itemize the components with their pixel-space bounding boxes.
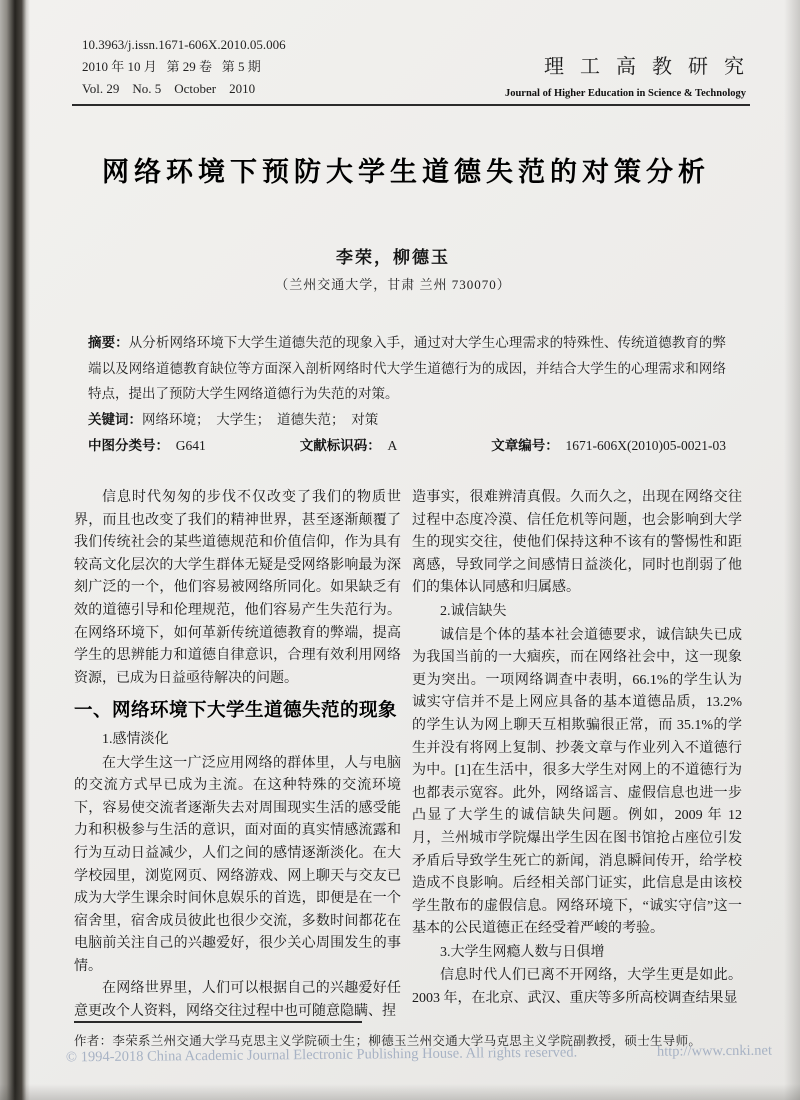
keywords-line (88, 407, 726, 433)
sub-heading-1: 1.感情淡化 (102, 731, 169, 747)
abstract-label: 摘要： (88, 335, 129, 350)
paragraph-addiction: 信息时代人们已离不开网络，大学生更是如此。2003 年，在北京、武汉、重庆等多所高校调查结果显 (412, 968, 742, 1007)
abstract-paragraph (88, 330, 726, 407)
footnote-divider (74, 1021, 362, 1023)
clc-pair (88, 433, 206, 459)
abstract-text: 从分析网络环境下大学生道德失范的现象入手，通过对大学生心理需求的特殊性、传统道德教育的弊端以及网络道德教育缺位等方面深入剖析网络时代大学生道德行为的成因，并结合大学生的心理需求和网络特点，提出了预防大学生网络道德行为失范的对策。 (88, 335, 727, 401)
authors: 李荣，柳德玉 (336, 248, 450, 267)
watermark-copyright: © 1994-2018 China Academic Journal Electronic Publishing House. All rights reserved. (65, 1044, 578, 1066)
doc-code-label: 文献标识码： (299, 438, 374, 453)
author-footnote: 作者：李荣系兰州交通大学马克思主义学院硕士生；柳德玉兰州交通大学马克思主义学院副教授，硕士生导师。 (74, 1034, 702, 1048)
doc-code-value: A (387, 438, 398, 453)
keywords-label: 关键词： (88, 411, 142, 427)
classification-line (88, 433, 726, 459)
issue-line-en: Vol. 29 No. 5 October 2010 (82, 81, 256, 96)
keywords-text: 网络环境； 大学生； 道德失范； 对策 (142, 411, 379, 427)
clc-value: G641 (175, 438, 206, 453)
journal-name-en: Journal of Higher Education in Science & Technology (504, 88, 746, 99)
scan-edge-bottom (0, 1084, 800, 1100)
sub-heading-2: 2.诚信缺失 (440, 603, 507, 619)
affiliation: （兰州交通大学，甘肃 兰州 730070） (275, 277, 511, 292)
paragraph-integrity: 诚信是个体的基本社会道德要求，诚信缺失已成为我国当前的一大痼疾，而在网络社会中，这一现象更为突出。一项网络调查中表明，66.1%的学生认为诚实守信并不是上网应具备的基本道德品质，13.2%的学生认为网上聊天互相欺骗很正常，而 35.1%的学生并没有将网上复制、抄袭文章与作业列入不道德行为中。[1]在生活中，很多大学生对网上的不道德行为也都表示宽容。此外，网络谣言、虚假信息也进一步凸显了大学生的诚信缺失问题。例如，2009 年 12 月，兰州城市学院爆出学生因在图书馆抢占座位引发矛盾后导致学生死亡的新闻，消息瞬间传开，给学校造成不良影响。后经相关部门证实，此信息是由该校学生散布的虚假信息。网络环境下，“诚实守信”这一基本的公民道德正在经受着严峻的考验。 (412, 627, 742, 937)
scan-edge-left (0, 0, 30, 1100)
abstract-block (88, 330, 726, 459)
paragraph-emotion: 在大学生这一广泛应用网络的群体里，人与电脑的交流方式早已成为主流。在这种特殊的交流环境下，容易使交流者逐渐失去对周围现实生活的感受能力和积极参与生活的意识，面对面的真实情感流露和行为互动日益减少，人们之间的感情逐渐淡化。在大学校园里，浏览网页、网络游戏、网上聊天与交友已成为大学生课余时间休息娱乐的首选，即便是在一个宿舍里，宿舍成员彼此也很少交流，多数时间都花在电脑前关注自己的兴趣爱好，很少关心周围发生的事情。 (74, 755, 401, 974)
header-left-block (82, 34, 286, 100)
section-heading-1: 一、网络环境下大学生道德失范的现象 (74, 699, 398, 721)
article-title: 网络环境下预防大学生道德失范的对策分析 (102, 157, 710, 187)
header-divider (72, 104, 750, 106)
watermark-url: http://www.cnki.net (656, 1042, 773, 1060)
article-id-label: 文章编号： (491, 438, 552, 453)
paragraph-continuation: 造事实，很难辨清真假。久而久之，出现在网络交往过程中态度冷漠、信任危机等问题，也会影响到大学生的现实交往，使他们保持这种不该有的警惕性和距离感，导致同学之间感情日益淡化，同时也削弱了他们的集体认同感和归属感。 (412, 490, 742, 596)
journal-name-cn: 理 工 高 教 研 究 (544, 56, 746, 78)
body-column-left (74, 487, 401, 1027)
intro-paragraph: 信息时代匆匆的步伐不仅改变了我们的物质世界，而且也改变了我们的精神世界，甚至逐渐颠覆了我们传统社会的某些道德规范和价值信仰，作为具有较高文化层次的大学生群体无疑是受网络影响最为深刻广泛的一个，他们容易被网络所同化。如果缺乏有效的道德引导和伦理规范，他们容易产生失范行为。在网络环境下，如何革新传统道德教育的弊端，提高学生的思辨能力和道德自律意识，合理有效利用网络资源，已成为日益亟待解决的问题。 (74, 490, 401, 686)
body-column-right (412, 487, 742, 1027)
doi-line: 10.3963/j.issn.1671-606X.2010.05.006 (82, 37, 286, 52)
clc-label: 中图分类号： (88, 438, 163, 453)
scan-edge-right (784, 0, 800, 1100)
header-right-block (505, 50, 746, 99)
issue-line-cn: 2010 年 10 月 第 29 卷 第 5 期 (82, 59, 261, 74)
article-id-pair (491, 433, 726, 459)
doc-code-pair (300, 433, 398, 459)
sub-heading-3: 3.大学生网瘾人数与日俱增 (440, 944, 605, 960)
article-id-value: 1671-606X(2010)05-0021-03 (565, 438, 726, 453)
paragraph-profile: 在网络世界里，人们可以根据自己的兴趣爱好任意更改个人资料，网络交往过程中也可随意隐瞒、捏 (74, 981, 401, 1020)
